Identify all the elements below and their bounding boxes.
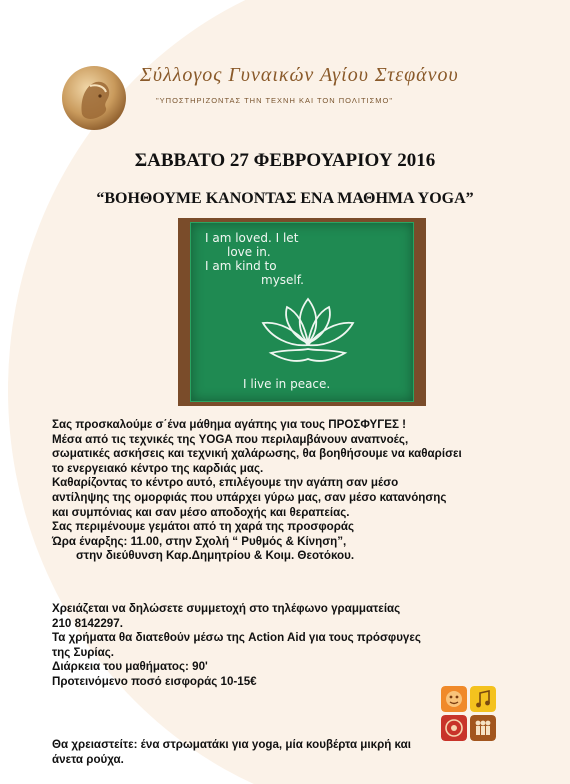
activity-icons (441, 686, 497, 742)
text-line: και συμπόνιας και σαν μέσο αποδοχής και θεραπείας. (52, 505, 350, 519)
event-title: “ΒΟΗΘΟΥΜΕ ΚΑΝΟΝΤΑΣ ΕΝΑ ΜΑΘΗΜΑ YOGA” (96, 190, 474, 207)
music-icon (470, 686, 496, 712)
cloth-line: I am loved. I let (205, 231, 299, 245)
lotus-icon (253, 291, 363, 373)
requirements-text (52, 738, 522, 767)
organization-name: Σύλλογος Γυναικών Αγίου Στεφάνου (140, 64, 459, 86)
text-line: άνετα ρούχα. (52, 752, 124, 766)
participation-info (52, 602, 522, 690)
text-line: αντίληψης της ομορφιάς που υπάρχει γύρω μας, σαν μέσο κατανόησης (52, 490, 447, 504)
text-line: Σας περιμένουμε γεμάτοι από τη χαρά της προσφοράς (52, 520, 355, 534)
event-date: ΣΑΒΒΑΤΟ 27 ΦΕΒΡΟΥΑΡΙΟΥ 2016 (134, 150, 436, 171)
cloth-line: I live in peace. (243, 377, 331, 391)
address-line: στην διεύθυνση Καρ.Δημητρίου & Κοιμ. Θεοτόκου. (76, 549, 355, 563)
invitation-text (52, 418, 522, 564)
text-line: Μέσα από τις τεχνικές της YOGA που περιλαμβάνουν αναπνοές, (52, 432, 409, 446)
text-line: Τα χρήματα θα διατεθούν μέσω της Action Aid για τους πρόσφυγες (52, 631, 421, 645)
text-line: Σας προσκαλούμε σ΄ένα μάθημα αγάπης για τους ΠΡΟΣΦΥΓΕΣ ! (52, 418, 406, 431)
contribution-line: Προτεινόμενο ποσό εισφοράς 10-15€ (52, 674, 257, 688)
green-cloth (190, 222, 414, 402)
theatre-icon (441, 686, 467, 712)
text-line: το ενεργειακό κέντρο της καρδιάς μας. (52, 461, 264, 475)
text-line: Καθαρίζοντας το κέντρο αυτό, επιλέγουμε την αγάπη σαν μέσο (52, 476, 399, 490)
start-time-line: Ώρα έναρξης: 11.00, στην Σχολή “ Ρυθμός & Κίνηση”, (52, 534, 347, 548)
cloth-line: love in. (227, 245, 271, 259)
text-line: σωματικές ασκήσεις και τεχνική χαλάρωσης, θα βοηθήσουμε να καθαρίσει (52, 447, 462, 461)
organization-slogan: "ΥΠΟΣΤΗΡΙΖΟΝΤΑΣ ΤΗΝ ΤΕΧΝΗ ΚΑΙ ΤΟΝ ΠΟΛΙΤΙΣΜΟ" (156, 96, 394, 105)
text-line: Θα χρειαστείτε: ένα στρωματάκι για yoga, μία κουβέρτα μικρή και (52, 738, 411, 751)
text-line: της Συρίας. (52, 645, 114, 659)
cloth-line: myself. (261, 273, 304, 287)
duration-line: Διάρκεια του μαθήματος: 90' (52, 660, 208, 674)
yoga-cloth-photo (178, 218, 426, 406)
heritage-icon (441, 715, 467, 741)
cloth-line: I am kind to (205, 259, 277, 273)
phone-number: 210 8142297. (52, 616, 123, 630)
cloth-affirmation (205, 231, 407, 287)
people-icon (470, 715, 496, 741)
logo-coin-icon (60, 64, 128, 132)
text-line: Χρειάζεται να δηλώσετε συμμετοχή στο τηλέφωνο γραμματείας (52, 602, 401, 615)
